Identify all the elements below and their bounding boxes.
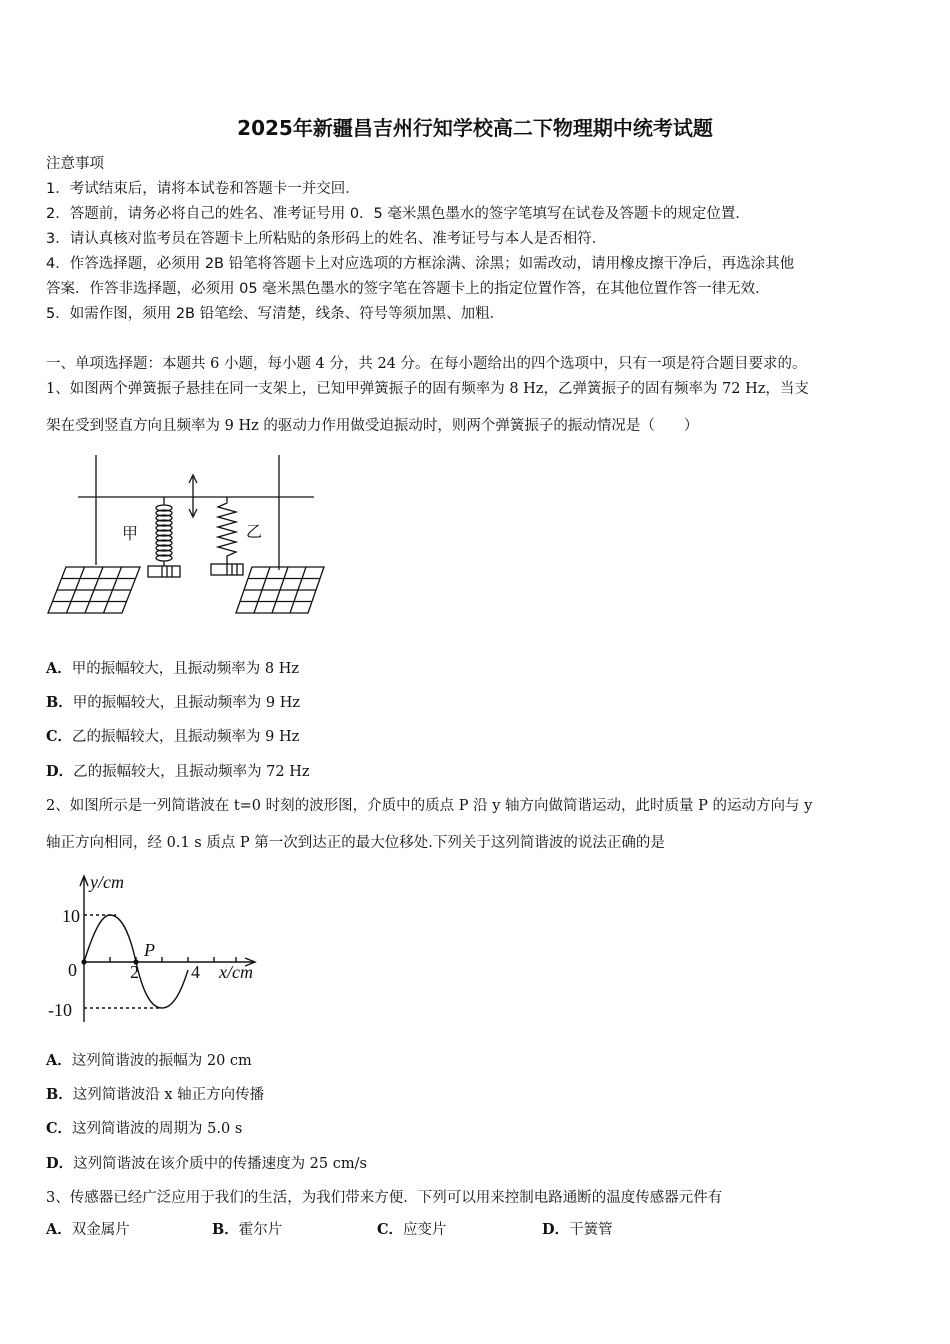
q1-stem-line2: 架在受到竖直方向且频率为 9 Hz 的驱动力作用做受迫振动时，则两个弹簧振子的振动情况是（ ） [46,418,699,434]
point-p-label: P [144,940,155,960]
x-tick-2: 2 [130,962,139,982]
notice-item-3: 3．请认真核对监考员在答题卡上所粘贴的条形码上的姓名、准考证号与本人是否相符． [46,231,607,247]
q2-wave-chart [46,870,271,1030]
notice-item-2: 2．答题前，请务必将自己的姓名、准考证号用 0．5 毫米黑色墨水的签字笔填写在试卷及答题卡的规定位置． [46,206,750,222]
notice-item-5: 5．如需作图，须用 2B 铅笔绘、写清楚，线条、符号等须加黑、加粗． [46,306,505,322]
q2-option-a[interactable] [46,1049,252,1070]
option-letter: D． [542,1221,570,1238]
q3-option-b[interactable] [212,1218,282,1239]
option-letter: B． [46,694,73,711]
origin-label: 0 [68,960,77,980]
right-grid [236,567,324,613]
left-grid [48,567,140,613]
label-jia: 甲 [122,524,139,543]
option-letter: B． [46,1086,73,1103]
q2-option-c[interactable] [46,1117,242,1138]
y-tick-10: 10 [62,906,80,926]
option-letter: A． [46,660,72,677]
option-letter: B． [212,1221,239,1238]
q3-option-c[interactable] [377,1218,447,1239]
left-spring [156,505,172,561]
q3-stem: 3、传感器已经广泛应用于我们的生活，为我们带来方便．下列可以用来控制电路通断的温度传感器元件有 [46,1190,723,1206]
q2-stem-line2: 轴正方向相同，经 0.1 s 质点 P 第一次到达正的最大位移处.下列关于这列简谐波的说法正确的是 [46,835,665,851]
q2-stem-line1: 2、如图所示是一列简谐波在 t=0 时刻的波形图，介质中的质点 P 沿 y 轴方向做简谐运动，此时质量 P 的运动方向与 y [46,798,813,814]
section-heading: 一、单项选择题：本题共 6 小题，每小题 4 分，共 24 分。在每小题给出的四个选项中，只有一项是符合题目要求的。 [46,356,807,372]
option-text: 乙的振幅较大，且振动频率为 72 Hz [73,764,310,780]
x-axis-label: x/cm [219,962,253,982]
notice-item-4: 4．作答选择题，必须用 2B 铅笔将答题卡上对应选项的方框涂满、涂黑；如需改动，请用橡皮擦干净后，再选涂其他 [46,256,795,272]
q1-option-d[interactable] [46,760,310,781]
y-tick-neg10: -10 [48,1000,72,1020]
right-spring [218,497,236,564]
y-axis-label: y/cm [90,872,124,892]
q3-option-a[interactable] [46,1218,130,1239]
option-letter: C． [377,1221,404,1238]
option-letter: C． [46,1120,73,1137]
option-text: 乙的振幅较大，且振动频率为 9 Hz [72,729,300,745]
option-text: 干簧管 [569,1222,613,1238]
q1-option-a[interactable] [46,657,299,678]
notice-item-4-cont: 答案．作答非选择题，必须用 05 毫米黑色墨水的签字笔在答题卡上的指定位置作答，在其他位置作答一律无效． [46,281,770,297]
option-text: 这列简谐波沿 x 轴正方向传播 [72,1087,265,1103]
page-title: 2025年新疆昌吉州行知学校高二下物理期中统考试题 [237,116,713,140]
x-tick-4: 4 [191,962,200,982]
option-letter: D． [46,763,74,780]
q1-option-c[interactable] [46,725,299,746]
notice-item-1: 1．考试结束后，请将本试卷和答题卡一并交回． [46,181,360,197]
q3-option-d[interactable] [542,1218,613,1239]
option-letter: D． [46,1155,74,1172]
option-text: 甲的振幅较大，且振动频率为 9 Hz [72,695,300,711]
label-yi: 乙 [246,522,263,541]
option-letter: C． [46,728,73,745]
q2-option-b[interactable] [46,1083,264,1104]
origin-point [81,959,86,964]
notice-heading: 注意事项 [46,156,104,172]
q1-spring-figure [46,455,326,620]
option-text: 应变片 [403,1222,447,1238]
option-text: 甲的振幅较大，且振动频率为 8 Hz [71,661,299,677]
option-letter: A． [46,1052,72,1069]
q1-option-b[interactable] [46,691,300,712]
q2-option-d[interactable] [46,1152,367,1173]
q1-stem-line1: 1、如图两个弹簧振子悬挂在同一支架上，已知甲弹簧振子的固有频率为 8 Hz，乙弹簧振子的固有频率为 72 Hz，当支 [46,381,809,397]
option-letter: A． [46,1221,72,1238]
option-text: 双金属片 [71,1222,130,1238]
option-text: 这列简谐波在该介质中的传播速度为 25 cm/s [73,1156,367,1172]
option-text: 霍尔片 [238,1222,283,1238]
option-text: 这列简谐波的振幅为 20 cm [71,1053,252,1069]
left-mass [148,566,180,577]
option-text: 这列简谐波的周期为 5.0 s [72,1121,243,1137]
